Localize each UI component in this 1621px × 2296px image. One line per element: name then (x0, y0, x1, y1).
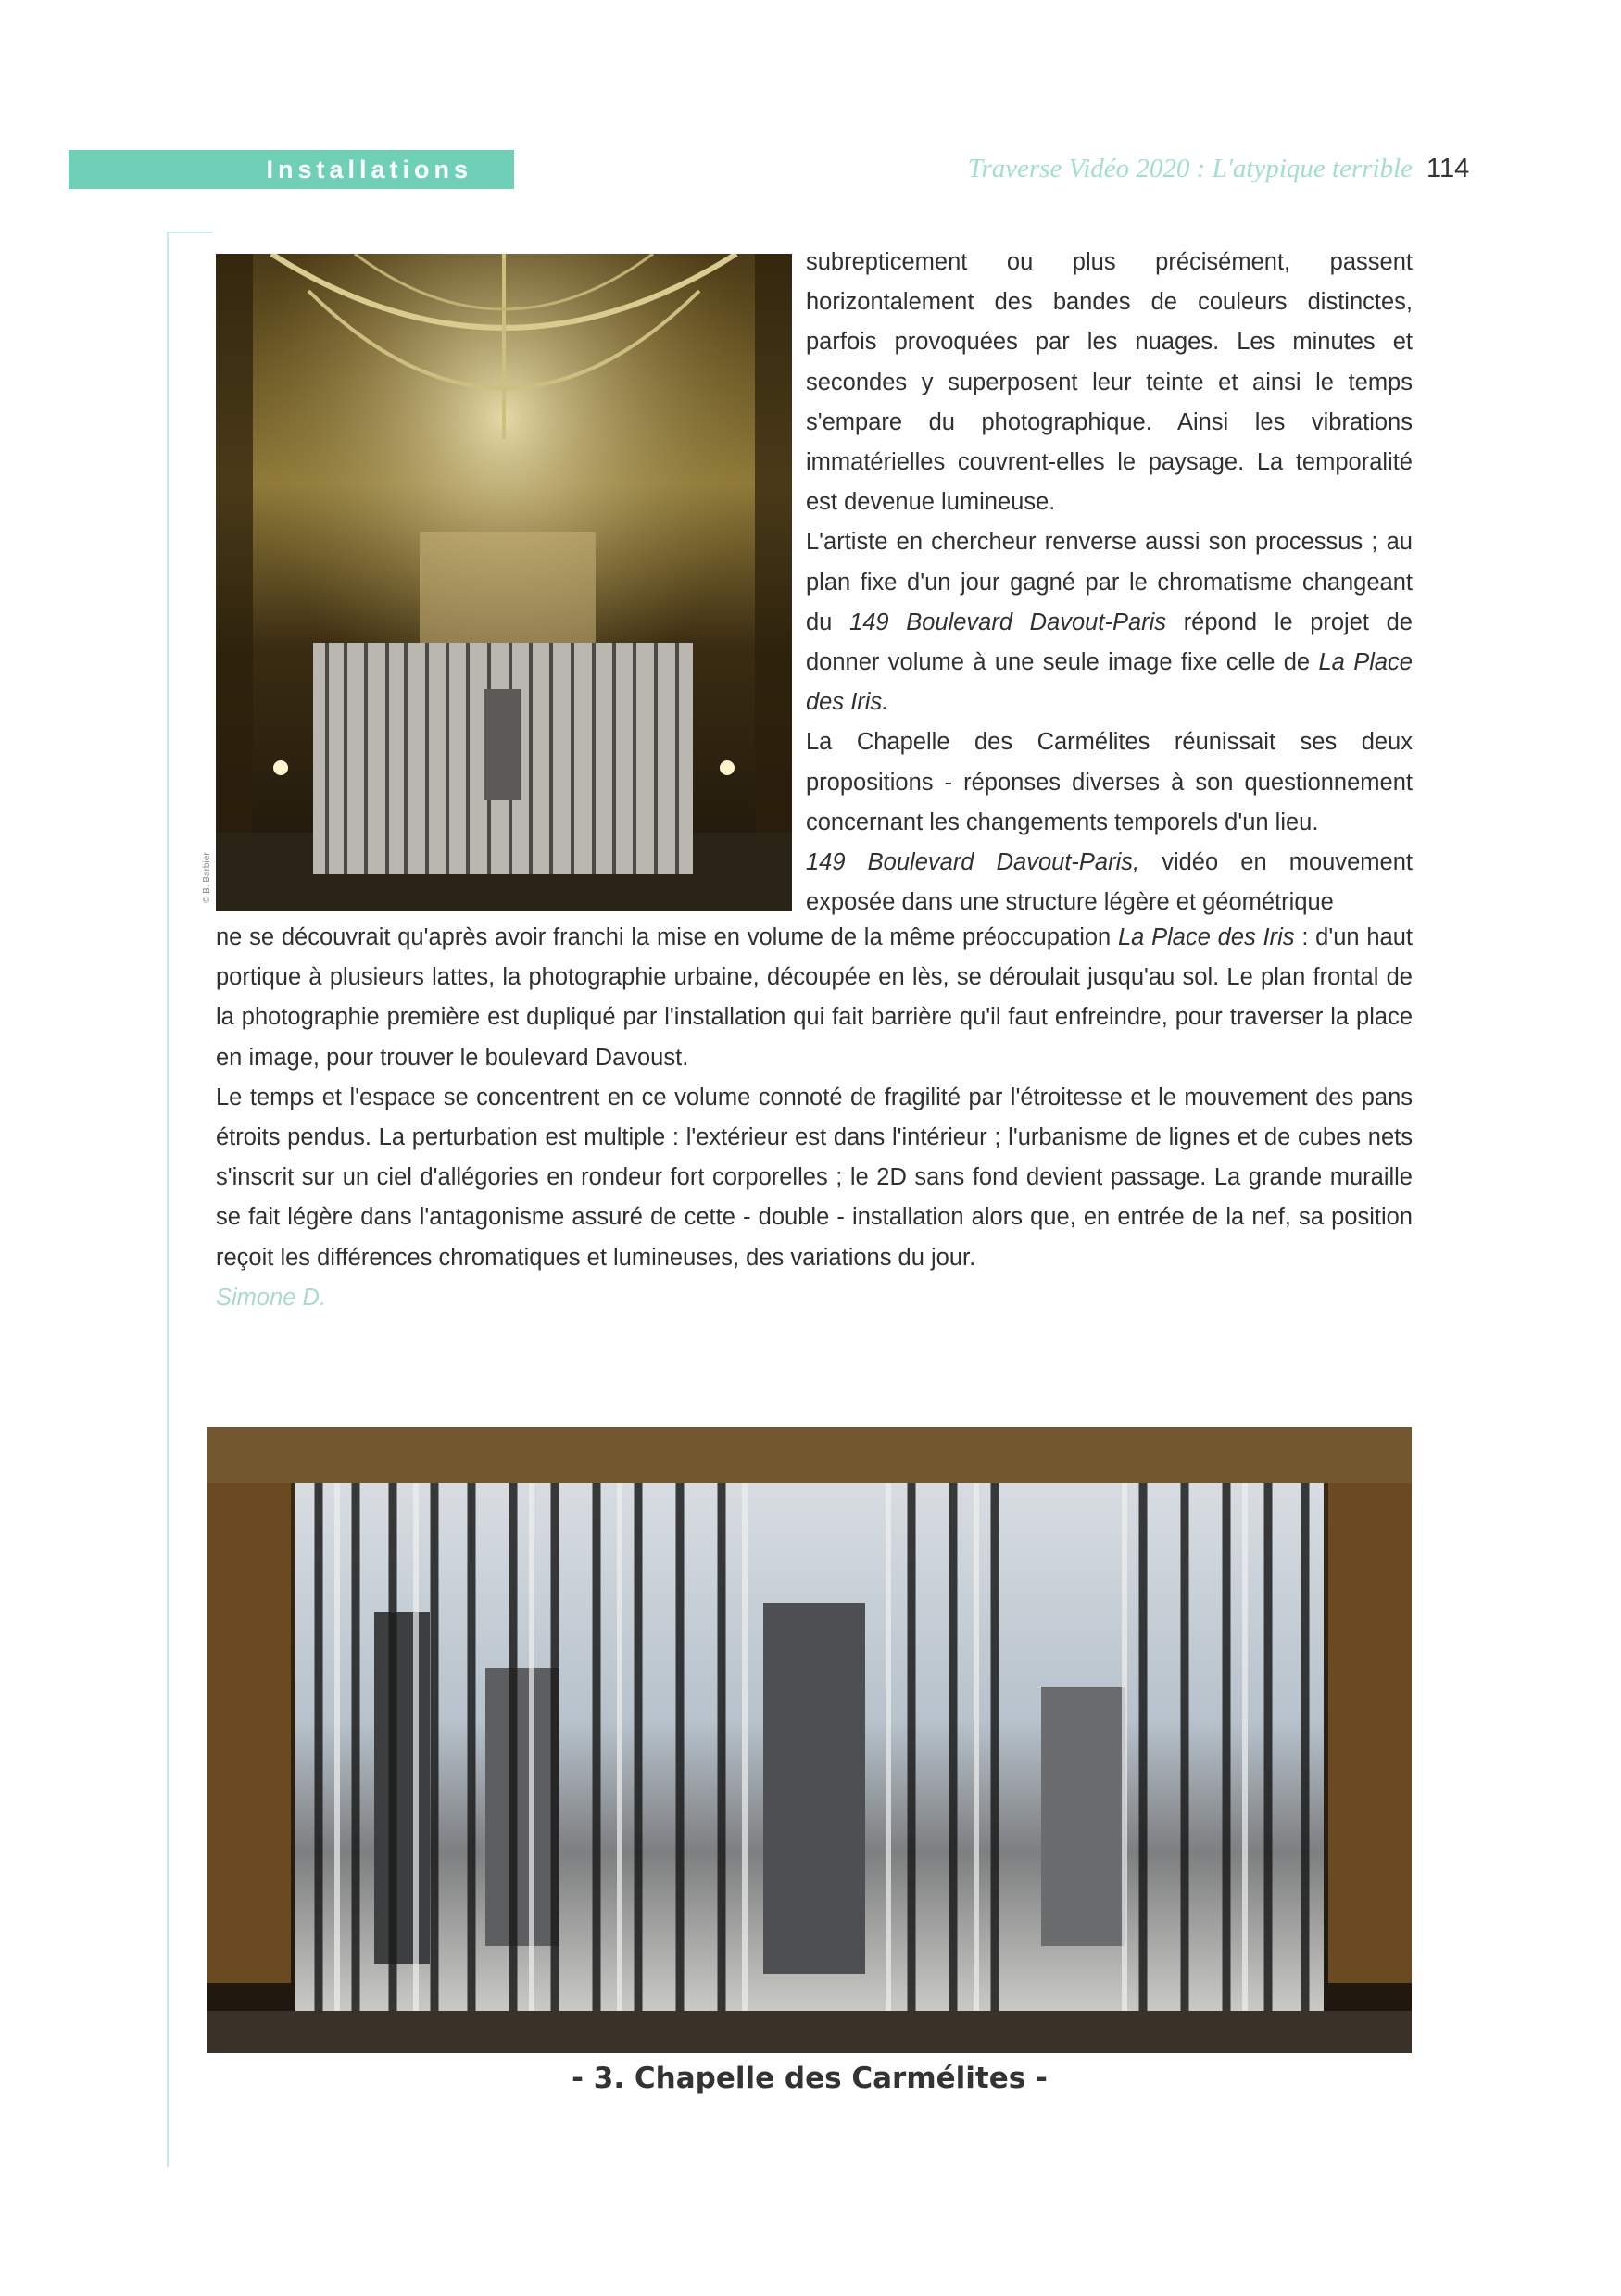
signature-line (216, 1278, 1413, 1318)
text-column-right (806, 243, 1413, 922)
work-title: La Place des Iris. (806, 649, 1413, 716)
text-run: L'artiste en chercheur renverse aussi son processus ; au plan fixe d'un jour gagné par le chromatisme changeant du (806, 529, 1413, 635)
figure-caption: - 3. Chapelle des Carmélites - (572, 2062, 1048, 2095)
installation-photo (207, 1427, 1412, 2053)
text-run: ne se découvrait qu'après avoir franchi la mise en volume de la même préoccupation (216, 924, 1112, 950)
chapel-interior-photo (216, 254, 792, 911)
text-run: vidéo en mouvement exposée dans une structure légère et géométrique (806, 849, 1413, 916)
work-title: La Place des Iris (1118, 924, 1295, 950)
margin-rule (167, 232, 169, 2167)
photo-credit: © B. Barbier (202, 852, 212, 903)
paragraph: La Chapelle des Carmélites réunissait ses deux propositions - réponses diverses à son questionnement concernant les changements temporels d'un lieu. (806, 729, 1413, 835)
work-title: 149 Boulevard Davout-Paris (849, 609, 1167, 635)
text-column-full (216, 918, 1413, 1318)
paragraph: subrepticement ou plus précisément, passent horizontalement des bandes de couleurs distinctes, parfois provoquées par les nuages. Les minutes et secondes y superposent leur teinte et ainsi le temps s'empare du photographique. Ainsi les vibrations immatérielles couvrent-elles le paysage. La temporalité est devenue lumineuse. (806, 249, 1413, 516)
margin-rule-top (167, 232, 213, 233)
paragraph (806, 522, 1413, 722)
section-label: Installations (266, 155, 472, 183)
section-tab (69, 150, 514, 189)
text-run: : d'un haut portique à plusieurs lattes, la photographie urbaine, découpée en lès, se déroulait jusqu'au sol. Le plan frontal de la photographie première est dupliqué par l'installation qui fait barrière qu'il faut enfreindre, pour traverser la place en image, pour trouver le boulevard Davoust. (216, 924, 1413, 1071)
page-number: 114 (1426, 154, 1470, 183)
text-run: répond le projet de donner volume à une seule image fixe celle de (806, 609, 1413, 676)
paragraph (806, 843, 1413, 922)
paragraph: Le temps et l'espace se concentrent en ce volume connoté de fragilité par l'étroitesse et le mouvement des pans étroits pendus. La perturbation est multiple : l'extérieur est dans l'intérieur ; l'urbanisme de lignes et de cubes nets s'inscrit sur un ciel d'allégories en rondeur fort corporelles ; le 2D sans fond devient passage. La grande muraille se fait légère dans l'antagonisme assuré de cette - double - installation alors que, en entrée de la nef, sa position reçoit les différences chromatiques et lumineuses, des variations du jour. (216, 1084, 1413, 1271)
paragraph (216, 918, 1413, 1078)
running-title: Traverse Vidéo 2020 : L'atypique terrible (967, 154, 1413, 183)
work-title: 149 Boulevard Davout-Paris, (806, 849, 1140, 876)
signature: Simone D. (216, 1284, 327, 1311)
